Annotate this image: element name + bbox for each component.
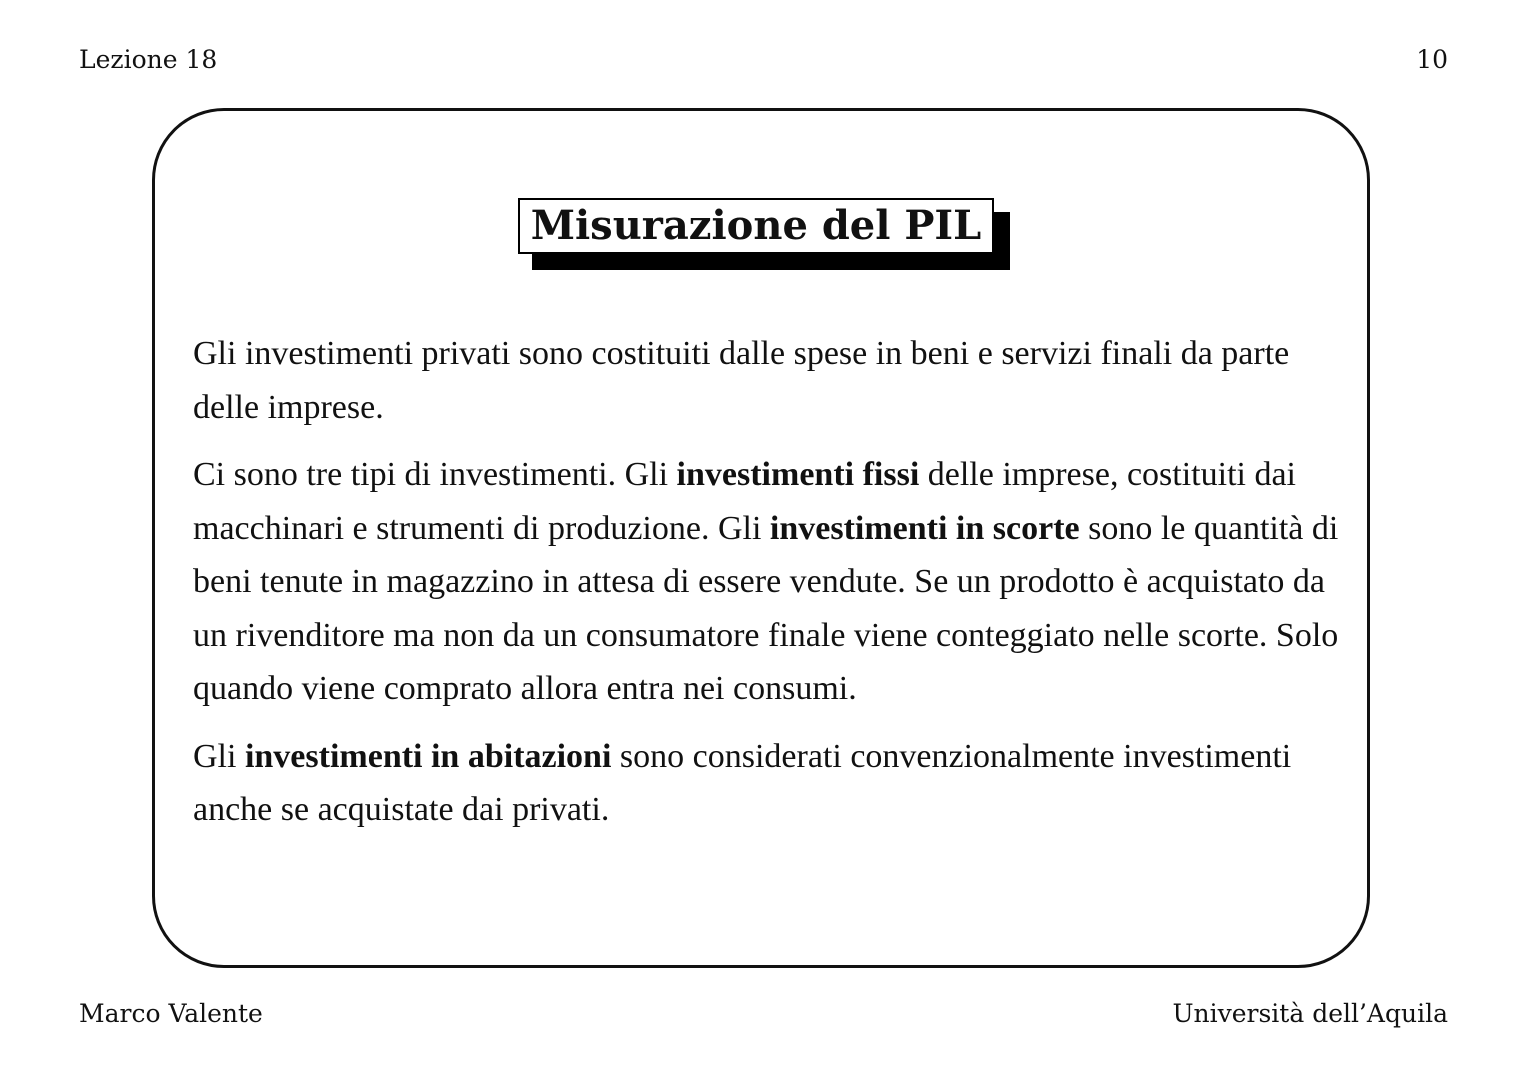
author-name: Marco Valente [79, 999, 263, 1028]
lecture-label: Lezione 18 [79, 45, 218, 74]
term-fixed-investments: investimenti fissi [676, 456, 920, 493]
text-segment: Gli [193, 737, 245, 775]
text-segment: delle imprese, costituiti dai macchinari e strumenti di produzione. Gli [193, 456, 1297, 547]
institution-name: Università dell’Aquila [1172, 999, 1448, 1028]
paragraph-private-investments: Gli investimenti privati sono costituiti dalle spese in beni e servizi finali da parte delle imprese. [193, 335, 1290, 426]
slide-title: Misurazione del PIL [518, 198, 994, 254]
slide-body [193, 327, 1343, 851]
page-number: 10 [1416, 45, 1448, 74]
text-segment: sono le quantità di beni tenute in magazzino in attesa di essere vendute. Se un prodotto è acquistato da un rivenditore ma non da un consumatore finale viene conteggiato nelle scorte. Solo quando viene comprato allora entra nei consumi. [193, 509, 1339, 707]
term-inventory-investments: investimenti in scorte [769, 509, 1080, 547]
text-segment: Ci sono tre tipi di investimenti. Gli [193, 456, 677, 493]
text-segment: sono considerati convenzionalmente investimenti anche se acquistate dai privati. [193, 737, 1292, 828]
term-housing-investments: investimenti in abitazioni [244, 737, 612, 775]
slide-title-box [518, 198, 994, 270]
paragraph-investment-types [193, 448, 1343, 716]
paragraph-housing-investments [193, 730, 1343, 837]
